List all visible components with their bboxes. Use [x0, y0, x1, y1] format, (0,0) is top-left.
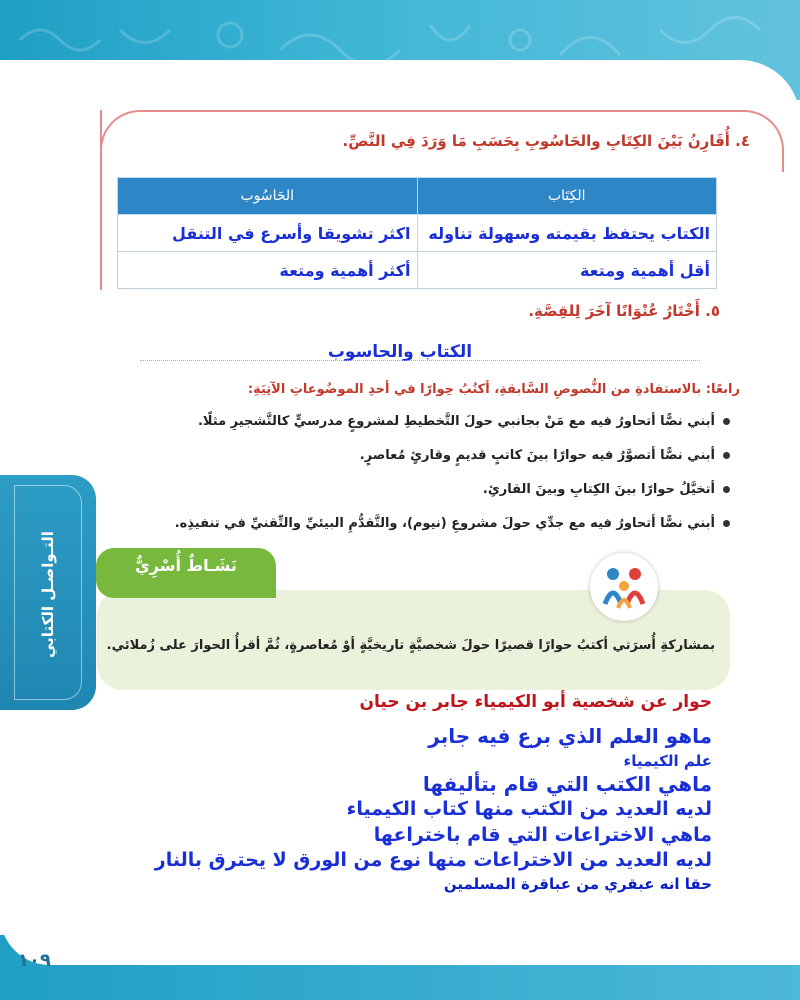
bullet-icon: [723, 486, 730, 493]
page-number: ١٠٩: [18, 950, 51, 971]
question-4: ٤. أُقَارِنُ بَيْنَ الكِتَابِ والحَاسُوبِ بِحَسَبِ مَا وَرَدَ فِي النَّصِّ.: [342, 132, 750, 150]
table-cell: أكثر أهمية ومتعة: [118, 252, 418, 289]
section-four-heading: رابعًا: بالاستفادةِ من النُّصوصِ السَّابقةِ، أكتُبُ حِوارًا في أحدِ الموضُوعاتِ الآتِيَةِ:: [247, 382, 740, 397]
table-cell: أقل أهمية ومتعة: [417, 252, 717, 289]
family-activity-label: نَشَـاطٌ أُسْرِيٌّ: [135, 556, 237, 575]
table-row: [118, 252, 717, 289]
table-header-computer: الحَاسُوب: [118, 178, 418, 215]
table-cell: الكتاب يحتفظ بقيمته وسهولة تناوله: [417, 215, 717, 252]
table-row: [118, 215, 717, 252]
bottom-curve: [0, 905, 800, 965]
topic-list: [90, 405, 730, 541]
list-item: أبني نصًّا أتحاورُ فيه مع جدِّي حولَ مشروعِ (نيوم)، والتَّقدُّمِ البيئيِّ والتِّقنيِّ في تنفيذِه.: [90, 507, 730, 541]
list-item: أتخيَّلُ حوارًا بينَ الكِتابِ وبينَ القارئِ.: [90, 473, 730, 507]
dialogue-line: ماهو العلم الذي برع فيه جابر: [428, 724, 712, 748]
family-activity-text: بمشاركةِ أُسرَتي أكتبُ حوارًا قصيرًا حولَ شخصيَّةٍ تاريخيَّةٍ أوْ مُعاصرةٍ، ثُمَّ أقرأُ الحوارَ على زُملائي.: [106, 638, 715, 653]
table-header-book: الكِتَاب: [417, 178, 717, 215]
side-tab-label: التـواصـل الكتابي: [39, 531, 57, 659]
list-item: أبني نصًّا أتصوَّرُ فيه حوارًا بينَ كاتبٍ قديمٍ وقارئٍ مُعاصرٍ.: [90, 439, 730, 473]
family-figures-icon: [593, 556, 655, 618]
answer-dotted-line: [140, 360, 700, 361]
list-item: أبني نصًّا أتحاورُ فيه مع مَنْ بجانبي حولَ التَّخطيطِ لمشروعٍ مدرسيٍّ كالتَّشجيرِ مثلًا.: [90, 405, 730, 439]
question-5: ٥. أَخْتَارُ عُنْوَانًا آخَرَ لِلقِصَّةِ.: [528, 302, 720, 320]
family-icon: [590, 553, 658, 621]
bullet-icon: [723, 520, 730, 527]
bullet-icon: [723, 418, 730, 425]
dialogue-line: حقا انه عبقري من عباقرة المسلمين: [443, 875, 712, 893]
table-cell: اكثر تشويقا وأسرع في التنقل: [118, 215, 418, 252]
bullet-icon: [723, 452, 730, 459]
dialogue-title: حوار عن شخصية أبو الكيمياء جابر بن حيان: [359, 692, 712, 712]
comparison-table: [117, 177, 717, 289]
dialogue-line: لديه العديد من الكتب منها كتاب الكيمياء: [346, 798, 712, 820]
dialogue-line: ماهي الاختراعات التي قام باختراعها: [373, 824, 712, 846]
table-header-row: [118, 178, 717, 215]
dialogue-line: علم الكيمياء: [623, 752, 712, 770]
answer-title: الكتاب والحاسوب: [327, 342, 473, 362]
dialogue-line: ماهي الكتب التي قام بتأليفها: [422, 772, 712, 796]
dialogue-line: لديه العديد من الاختراعات منها نوع من الورق لا يحترق بالنار: [154, 849, 712, 871]
